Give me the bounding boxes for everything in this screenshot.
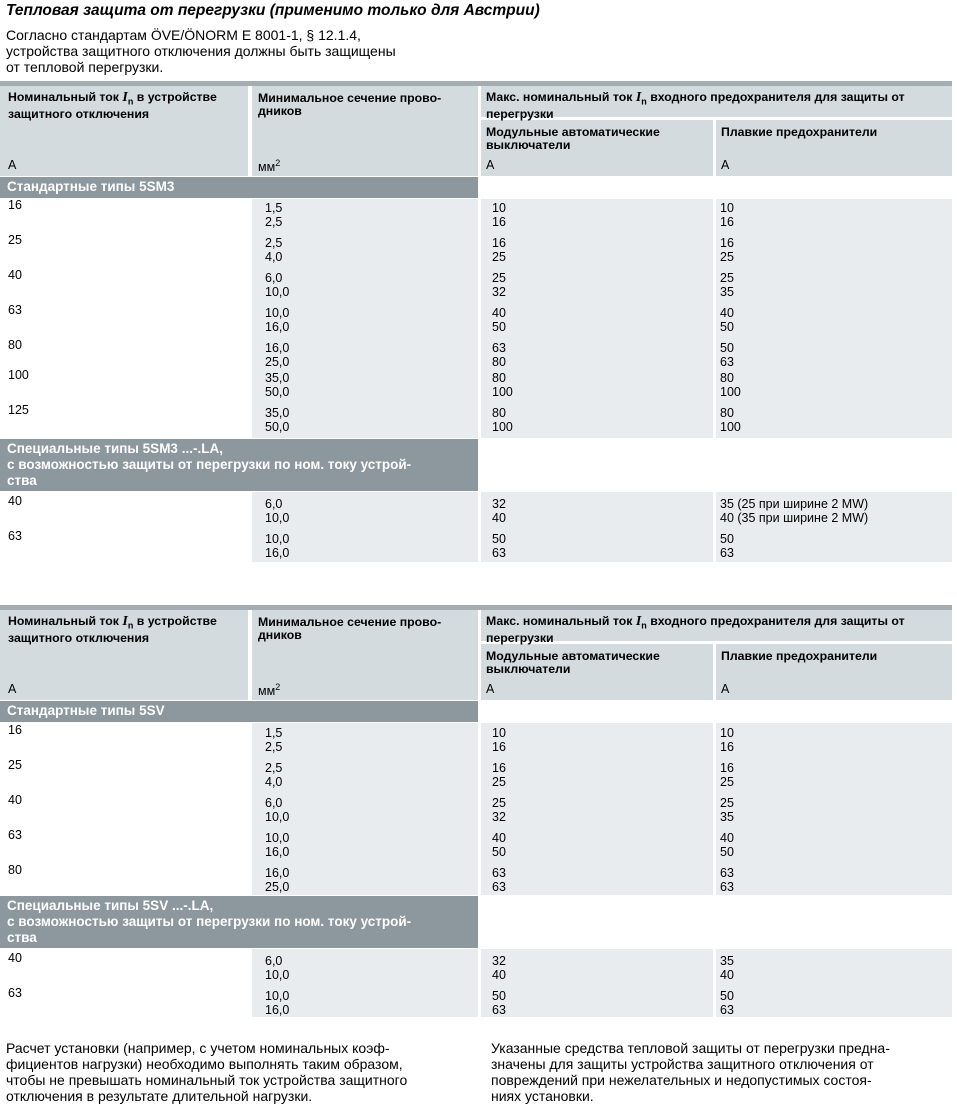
fuse-cell	[720, 532, 734, 560]
fuse-cell	[720, 954, 734, 982]
modular-breaker-cell	[492, 954, 506, 982]
modular-breaker-value: 16	[492, 236, 506, 250]
cross-section-cell	[265, 954, 289, 982]
modular-breaker-cell	[492, 989, 506, 1017]
modular-breaker-cell	[492, 532, 506, 560]
unit-superscript: 2	[275, 682, 281, 692]
current-subscript: n	[641, 620, 647, 631]
column-shade	[716, 723, 952, 895]
section-title-line: Стандартные типы 5SM3	[7, 179, 175, 194]
footer-line: значены для защиты устройства защитного отключения от	[491, 1056, 874, 1072]
fuse-value: 63	[720, 546, 734, 560]
current-symbol: I	[122, 614, 128, 629]
cross-section-cell	[265, 532, 289, 560]
unit-ampere: A	[486, 158, 495, 172]
modular-breaker-cell	[492, 271, 506, 299]
rated-current-cell: 80	[8, 863, 22, 877]
modular-breaker-cell	[492, 236, 506, 264]
header-subdivider	[713, 117, 716, 176]
unit-ampere: A	[721, 158, 730, 172]
modular-breaker-value: 16	[492, 761, 506, 775]
fuse-value: 25	[720, 271, 734, 285]
cross-section-value: 10,0	[265, 989, 290, 1003]
fuse-cell	[720, 761, 734, 789]
footer-line: фициентов нагрузки) необходимо выполнять таким образом,	[6, 1056, 403, 1072]
rated-current-cell: 80	[8, 338, 22, 352]
fuse-value: 25	[720, 796, 734, 810]
fuse-cell	[720, 866, 734, 894]
cross-section-value: 2,5	[265, 761, 283, 775]
section-header	[0, 701, 478, 722]
cross-section-value: 2,5	[265, 215, 283, 229]
modular-breaker-value: 50	[492, 989, 506, 1003]
cross-section-value: 16,0	[265, 341, 290, 355]
modular-breaker-value: 25	[492, 271, 506, 285]
modular-breaker-value: 100	[492, 385, 513, 399]
rated-current-cell: 63	[8, 529, 22, 543]
fuse-value: 10	[720, 726, 734, 740]
unit-ampere: A	[486, 682, 495, 696]
modular-breaker-cell	[492, 497, 506, 525]
column-shade	[716, 199, 952, 438]
column-shade	[481, 949, 713, 1017]
unit-text: мм	[258, 160, 276, 175]
fuse-value: 25	[720, 250, 734, 264]
cross-section-value: 4,0	[265, 250, 283, 264]
section-header	[0, 439, 478, 491]
modular-breaker-value: 10	[492, 201, 506, 215]
column-shade	[481, 199, 713, 438]
fuse-cell	[720, 989, 734, 1017]
fuse-value: 63	[720, 355, 734, 369]
modular-breaker-value: 40	[492, 968, 506, 982]
cross-section-value: 50,0	[265, 420, 290, 434]
header-max-current	[486, 91, 948, 121]
unit-ampere: A	[8, 682, 17, 696]
cross-section-value: 25,0	[265, 355, 290, 369]
modular-breaker-value: 63	[492, 1003, 506, 1017]
header-text: в устройстве	[133, 614, 217, 628]
fuse-value: 100	[720, 385, 741, 399]
cross-section-value: 2,5	[265, 236, 283, 250]
cross-section-cell	[265, 306, 289, 334]
modular-breaker-cell	[492, 341, 506, 369]
cross-section-value: 16,0	[265, 1003, 290, 1017]
header-text: Модульные автоматические	[486, 649, 660, 663]
footer-line: ниях установки.	[491, 1088, 594, 1104]
fuse-value: 80	[720, 371, 734, 385]
modular-breaker-cell	[492, 796, 506, 824]
modular-breaker-value: 25	[492, 250, 506, 264]
rated-current-cell: 16	[8, 723, 22, 737]
current-subscript: n	[641, 96, 647, 107]
modular-breaker-value: 80	[492, 371, 506, 385]
header-text: Макс. номинальный ток	[486, 614, 636, 628]
header-text: Номинальный ток	[8, 614, 123, 628]
modular-breaker-value: 80	[492, 406, 506, 420]
cross-section-value: 16,0	[265, 546, 290, 560]
section-title-line: ства	[7, 473, 37, 488]
cross-section-value: 4,0	[265, 775, 283, 789]
modular-breaker-value: 40	[492, 306, 506, 320]
modular-breaker-value: 10	[492, 726, 506, 740]
fuse-value: 50	[720, 341, 734, 355]
section-title-line: с возможностью защиты от перегрузки по ном. току устрой-	[7, 457, 412, 472]
header-text: выключатели	[486, 138, 571, 152]
cross-section-value: 50,0	[265, 385, 290, 399]
modular-breaker-value: 32	[492, 810, 506, 824]
header-rated-current	[8, 91, 248, 121]
cross-section-cell	[265, 866, 289, 894]
current-symbol: I	[122, 90, 128, 105]
modular-breaker-value: 50	[492, 845, 506, 859]
fuse-value: 35 (25 при ширине 2 MW)	[720, 497, 869, 511]
header-text: защитного отключения	[8, 631, 150, 646]
header-max-current	[486, 615, 948, 645]
header-text: входного предохранителя для защиты от	[646, 90, 905, 104]
fuse-value: 25	[720, 775, 734, 789]
modular-breaker-value: 32	[492, 954, 506, 968]
unit-ampere: A	[8, 158, 17, 172]
modular-breaker-value: 25	[492, 796, 506, 810]
header-text: Номинальный ток	[8, 90, 123, 104]
cross-section-cell	[265, 201, 282, 229]
fuse-value: 63	[720, 880, 734, 894]
footer-right-paragraph	[491, 1040, 953, 1104]
cross-section-value: 2,5	[265, 740, 283, 754]
rated-current-cell: 25	[8, 233, 22, 247]
fuse-cell	[720, 831, 734, 859]
fuse-cell	[720, 726, 734, 754]
unit-square-mm	[258, 158, 280, 174]
header-modular-breakers	[486, 650, 706, 676]
modular-breaker-cell	[492, 866, 506, 894]
fuse-value: 35	[720, 285, 734, 299]
footer-line: Расчет установки (например, с учетом номинальных коэф-	[6, 1040, 390, 1056]
rated-current-cell: 40	[8, 494, 22, 508]
fuse-value: 100	[720, 420, 741, 434]
modular-breaker-value: 63	[492, 866, 506, 880]
cross-section-cell	[265, 989, 289, 1017]
fuse-value: 10	[720, 201, 734, 215]
cross-section-cell	[265, 796, 289, 824]
unit-superscript: 2	[275, 158, 281, 168]
cross-section-value: 35,0	[265, 406, 290, 420]
modular-breaker-cell	[492, 726, 506, 754]
modular-breaker-cell	[492, 831, 506, 859]
fuse-value: 50	[720, 320, 734, 334]
section-title-line: Специальные типы 5SV ...-.LA,	[7, 898, 214, 913]
cross-section-cell	[265, 761, 282, 789]
cross-section-value: 6,0	[265, 796, 283, 810]
modular-breaker-value: 63	[492, 880, 506, 894]
section-title-line: с возможностью защиты от перегрузки по ном. току устрой-	[7, 914, 412, 929]
rated-current-cell: 125	[8, 403, 29, 417]
fuse-value: 63	[720, 1003, 734, 1017]
modular-breaker-cell	[492, 371, 513, 399]
fuse-value: 16	[720, 740, 734, 754]
current-symbol: I	[635, 614, 642, 629]
section-header	[0, 896, 478, 948]
header-text: защитного отключения	[8, 107, 150, 122]
cross-section-cell	[265, 271, 289, 299]
modular-breaker-cell	[492, 306, 506, 334]
modular-breaker-value: 100	[492, 420, 513, 434]
fuse-value: 35	[720, 954, 734, 968]
modular-breaker-value: 32	[492, 285, 506, 299]
rated-current-cell: 63	[8, 303, 22, 317]
modular-breaker-value: 32	[492, 497, 506, 511]
cross-section-value: 16,0	[265, 845, 290, 859]
footer-line: отключения в результате длительной нагрузки.	[6, 1088, 313, 1104]
cross-section-value: 6,0	[265, 954, 283, 968]
fuse-value: 50	[720, 989, 734, 1003]
rated-current-cell: 63	[8, 828, 22, 842]
footer-line: повреждений при нежелательных и недопустимых состоя-	[491, 1072, 872, 1088]
fuse-cell	[720, 796, 734, 824]
current-subscript: n	[127, 96, 134, 107]
modular-breaker-cell	[492, 201, 506, 229]
cross-section-value: 10,0	[265, 285, 290, 299]
header-fuses: Плавкие предохранители	[721, 125, 878, 139]
fuse-value: 40	[720, 831, 734, 845]
cross-section-value: 6,0	[265, 497, 283, 511]
fuse-cell	[720, 306, 734, 334]
header-text: выключатели	[486, 662, 571, 676]
header-rated-current	[8, 615, 248, 645]
fuse-value: 16	[720, 761, 734, 775]
header-text: Макс. номинальный ток	[486, 90, 636, 104]
cross-section-value: 10,0	[265, 532, 290, 546]
fuse-cell	[720, 497, 868, 525]
current-symbol: I	[635, 90, 642, 105]
rated-current-cell: 40	[8, 951, 22, 965]
header-text: дников	[258, 628, 302, 642]
header-cross-section	[258, 616, 476, 642]
page-title: Тепловая защита от перегрузки (применимо только для Австрии)	[6, 2, 540, 19]
modular-breaker-value: 63	[492, 341, 506, 355]
unit-ampere: A	[721, 682, 730, 696]
footer-line: чтобы не превышать номинальный ток устройства защитного	[6, 1072, 408, 1088]
header-text: перегрузки	[486, 631, 554, 646]
cross-section-cell	[265, 371, 289, 399]
section-title-line: ства	[7, 930, 37, 945]
modular-breaker-cell	[492, 761, 506, 789]
modular-breaker-value: 50	[492, 532, 506, 546]
cross-section-cell	[265, 726, 282, 754]
fuse-value: 80	[720, 406, 734, 420]
fuse-value: 35	[720, 810, 734, 824]
header-text: дников	[258, 104, 302, 118]
cross-section-value: 35,0	[265, 371, 290, 385]
modular-breaker-value: 80	[492, 355, 506, 369]
cross-section-cell	[265, 497, 289, 525]
rated-current-cell: 25	[8, 758, 22, 772]
modular-breaker-value: 25	[492, 775, 506, 789]
fuse-cell	[720, 406, 741, 434]
header-fuses: Плавкие предохранители	[721, 649, 878, 663]
cross-section-value: 10,0	[265, 831, 290, 845]
rated-current-cell: 63	[8, 986, 22, 1000]
fuse-value: 50	[720, 532, 734, 546]
modular-breaker-value: 63	[492, 546, 506, 560]
header-cross-section	[258, 92, 476, 118]
cross-section-value: 25,0	[265, 880, 290, 894]
fuse-cell	[720, 236, 734, 264]
column-shade	[716, 949, 952, 1017]
modular-breaker-cell	[492, 406, 513, 434]
fuse-cell	[720, 271, 734, 299]
fuse-value: 50	[720, 845, 734, 859]
intro-line: от тепловой перегрузки.	[6, 59, 164, 75]
cross-section-cell	[265, 341, 289, 369]
footer-left-paragraph	[6, 1040, 476, 1104]
fuse-value: 63	[720, 866, 734, 880]
fuse-value: 40	[720, 306, 734, 320]
section-title-line: Стандартные типы 5SV	[7, 703, 165, 718]
rated-current-cell: 40	[8, 793, 22, 807]
fuse-value: 16	[720, 215, 734, 229]
header-text: в устройстве	[133, 90, 217, 104]
header-modular-breakers	[486, 126, 706, 152]
column-shade	[481, 723, 713, 895]
cross-section-value: 16,0	[265, 866, 290, 880]
cross-section-value: 10,0	[265, 968, 290, 982]
modular-breaker-value: 16	[492, 740, 506, 754]
current-subscript: n	[127, 620, 134, 631]
cross-section-cell	[265, 831, 289, 859]
column-shade	[481, 492, 713, 562]
modular-breaker-value: 16	[492, 215, 506, 229]
intro-paragraph	[6, 27, 476, 75]
header-text: перегрузки	[486, 107, 554, 122]
fuse-cell	[720, 341, 734, 369]
intro-line: устройства защитного отключения должны быть защищены	[6, 43, 396, 59]
rated-current-cell: 40	[8, 268, 22, 282]
rated-current-cell: 16	[8, 198, 22, 212]
cross-section-value: 1,5	[265, 726, 283, 740]
header-text: входного предохранителя для защиты от	[646, 614, 905, 628]
fuse-cell	[720, 371, 741, 399]
cross-section-value: 10,0	[265, 306, 290, 320]
modular-breaker-value: 40	[492, 511, 506, 525]
cross-section-value: 10,0	[265, 810, 290, 824]
fuse-value: 40	[720, 968, 734, 982]
cross-section-value: 10,0	[265, 511, 290, 525]
header-text: Модульные автоматические	[486, 125, 660, 139]
unit-square-mm	[258, 682, 280, 698]
cross-section-value: 6,0	[265, 271, 283, 285]
fuse-cell	[720, 201, 734, 229]
rated-current-cell: 100	[8, 368, 29, 382]
cross-section-cell	[265, 406, 289, 434]
section-header	[0, 177, 478, 198]
modular-breaker-value: 40	[492, 831, 506, 845]
fuse-value: 40 (35 при ширине 2 MW)	[720, 511, 869, 525]
fuse-value: 16	[720, 236, 734, 250]
footer-line: Указанные средства тепловой защиты от перегрузки предна-	[491, 1040, 890, 1056]
modular-breaker-value: 50	[492, 320, 506, 334]
section-title-line: Специальные типы 5SM3 ...-.LA,	[7, 441, 223, 456]
header-text: Минимальное сечение прово-	[258, 91, 442, 105]
header-subdivider	[713, 641, 716, 700]
intro-line: Согласно стандартам ÖVE/ÖNORM E 8001-1, § 12.1.4,	[6, 27, 361, 43]
cross-section-cell	[265, 236, 282, 264]
unit-text: мм	[258, 684, 276, 699]
cross-section-value: 16,0	[265, 320, 290, 334]
header-text: Минимальное сечение прово-	[258, 615, 442, 629]
cross-section-value: 1,5	[265, 201, 283, 215]
